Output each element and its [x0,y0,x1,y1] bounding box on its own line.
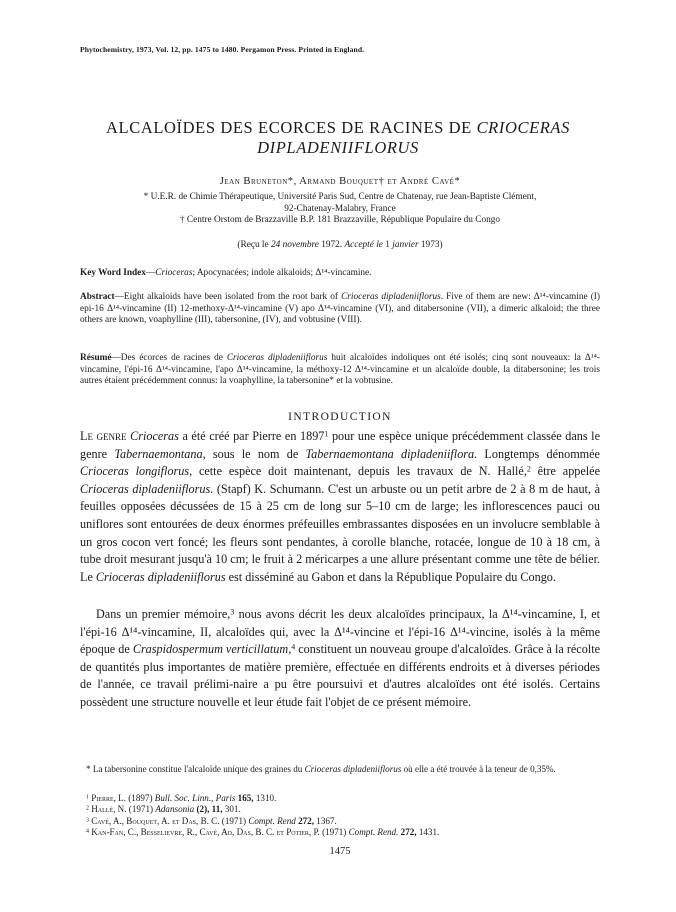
title-species: DIPLADENIIFLORUS [257,138,419,157]
keyword-label: Key Word Index [80,268,146,278]
species-name: Craspidospermum verticillatum, [132,642,292,657]
reference-number: 3 [86,816,89,823]
page-number: 1475 [329,846,351,857]
reference-year: (1897) [126,793,155,803]
received-text: 1973) [420,240,443,250]
abstract [80,292,600,327]
section-heading: INTRODUCTION [288,411,392,423]
paragraph-text: Le genre [80,429,131,443]
abstract-label: Abstract [80,292,115,302]
species-name: Crioceras dipladeniiflorus [95,569,226,584]
reference-volume: 272, [295,815,314,826]
resume-text: —Des écorces de racines de [111,353,227,363]
reference-author: Pierre, L. [91,793,126,803]
received-text: 1972. [321,240,345,250]
received-text: (Reçu le [237,240,271,250]
reference-number: 4 [86,828,89,835]
citation-marker: 1 [324,429,329,439]
affiliation-line: † Centre Orstom de Brazzaville B.P. 181 Brazzaville, République Populaire du Congo [179,215,501,226]
paragraph-text: Longtemps dénommée [477,446,600,461]
running-header: Phytochemistry, 1973, Vol. 12, pp. 1475 to 1480. Pergamon Press. Printed in England. [80,45,365,54]
received-text: Accepté le [344,240,386,250]
paragraph-text: constituent un nouveau groupe d'alcaloïdes. Grâce à la récolte de quantités plus importantes de matière première, effectuée en différents endroits et à diverses périodes de l'année, ce travail prélimi-naire a pu être poursuivi et d'autres alcaloïdes ont été isolés. Certains possèdent une structure nouvelle et leur étude fait l'objet de ce présent mémoire. [80,642,600,709]
intro-paragraph-1 [80,428,600,586]
abstract-text: —Eight alkaloids have been isolated from the root bark of [114,292,342,302]
affiliations [80,192,600,227]
reference-year: (1971) [219,815,249,826]
citation-marker: 3 [230,607,235,617]
reference-volume: 272, [398,826,417,837]
reference-item [80,816,600,827]
paragraph-text: Dans un premier mémoire, [96,607,231,621]
species-name: Crioceras longiflorus [80,464,190,479]
resume-label: Résumé [80,353,112,363]
keyword-index: Key Word Index—Crioceras; Apocynacées; indole alkaloids; Δ¹⁴-vincamine. [80,268,372,278]
species-name: Tabernaemontana dipladeniiflora. [305,446,478,461]
footnote [80,764,600,776]
reference-year: (1971) [319,826,349,837]
intro-paragraph-2 [80,606,600,712]
reference-pages: 301. [222,804,241,815]
footnote-text: * La tabersonine constitue l'alcaloïde unique des graines du [86,764,305,774]
reference-pages: 1431. [416,826,440,837]
citation-marker: 4 [291,642,296,652]
paragraph-text: est disséminé au Gabon et dans la République Populaire du Congo. [225,569,556,584]
abstract-text: . Five of them are new: Δ¹⁴-vincamine (I) epi-16 Δ¹⁴-vincamine (II) 12-methoxy-Δ¹⁴-vincamine (V) apo Δ¹⁴-vincamine (VI), and ditabersonine (VII), a dimeric alkaloid; the three others are known, voaphylline (III), tabersonine, (IV), and vobtusine (VIII). [80,292,600,326]
resume [80,353,600,388]
received-text: 24 [270,240,281,250]
reference-list [80,793,600,838]
reference-journal: Bull. Soc. Linn., Paris [154,793,236,803]
author-list: Jean Bruneton*, Armand Bouquet† et André Cavé* [219,176,461,187]
reference-journal: Compt. Rend. [348,826,399,837]
received-dates [80,240,600,250]
paragraph-text: pour une espèce unique précédemment classée dans le genre [80,429,600,461]
paragraph-text: , cette espèce doit maintenant, depuis les travaux de N. Hallé, [189,464,527,479]
reference-item [80,827,600,838]
reference-journal: Adansonia [155,804,195,815]
species-name: Crioceras dipladeniiflorus. [80,481,214,496]
article-title [70,118,606,158]
title-genus: CRIOCERAS [476,118,570,137]
resume-text: huit alcaloïdes indoliques ont été isolés; cinq sont nouveaux: la Δ¹⁴-vincamine, l'épi-16 Δ¹⁴-vincamine, l'apo Δ¹⁴-vincamine, la méthoxy-12 Δ¹⁴-vincamine et un alcaloïde double, la ditabersonine; les trois autres étaient précédemment connus: la voaphylline, la tabersonine* et la vobtusine. [80,353,600,387]
reference-pages: 1310. [253,793,277,803]
received-text: janvier [389,240,421,250]
paragraph-text: (Stapf) K. Schumann. C'est un arbuste ou un petit arbre de 2 à 8 m de haut, à feuilles opposées décussées de 15 à 25 cm de long sur 5–10 cm de large; les inflorescences pauci ou uniflores sont entourées de deux énormes préfeuilles embrassantes disposées en un involucre semblable à un gros cocon vert foncé; les fleurs sont pendantes, à corolle blanche, rotacée, longue de 10 à 18 cm, à tube droit mesurant jusqu'à 10 cm; le fruit à 2 méricarpes a une allure présentant comme une tête de bélier. Le [80,481,600,584]
received-text: 1 [385,240,390,250]
reference-volume: (2), 11, [194,804,223,815]
abstract-species: Crioceras dipladeniiflorus [341,292,441,302]
paragraph-text: a été créé par Pierre en 1897 [178,429,325,443]
species-name: Tabernaemontana [114,446,203,461]
reference-author: Hallé, N. [91,804,127,815]
footnote-text: où elle a été trouvée à la teneur de 0,35%. [401,764,556,774]
paragraph-text: , sous le nom de [202,446,306,461]
resume-species: Crioceras dipladeniiflorus [226,353,328,363]
keyword-genus: Crioceras [155,268,193,278]
reference-item [80,804,600,815]
reference-item [80,793,600,804]
reference-number: 1 [86,794,89,801]
keyword-list: ; Apocynacées; indole alkaloids; Δ¹⁴-vincamine. [192,268,372,278]
affiliation-line: 92-Chatenay-Malabry, France [284,203,396,214]
affiliation-line: * U.E.R. de Chimie Thérapeutique, Université Paris Sud, Centre de Chatenay, rue Jean-Baptiste Clément, [143,192,537,202]
species-name: Crioceras [130,429,179,443]
paragraph-text: être appelée [530,464,600,479]
reference-author: Cavé, A., Bouquet, A. et Das, B. C. [91,815,220,826]
title-line1: ALCALOÏDES DES ECORCES DE RACINES DE [106,118,477,137]
reference-journal: Compt. Rend [248,815,296,826]
species-name: Crioceras dipladeniiflorus [304,764,402,774]
reference-volume: 165, [235,793,254,803]
reference-year: (1971) [126,804,156,815]
reference-pages: 1367. [314,815,337,826]
paragraph-text: nous avons décrit les deux alcaloïdes principaux, la Δ¹⁴-vincamine, I, et l'épi-16 Δ¹⁴-vincamine, II, alcaloïdes qui, avec la Δ¹⁴-vincine et l'épi-16 Δ¹⁴-vincine, isolés à la même époque de [80,607,601,657]
received-text: novembre [280,240,322,250]
citation-marker: 2 [526,464,531,474]
reference-number: 2 [86,805,89,812]
reference-author: Kan-Fan, C., Besselievre, R., Cavé, Ad, Das, B. C. et Potier, P. [91,826,320,837]
